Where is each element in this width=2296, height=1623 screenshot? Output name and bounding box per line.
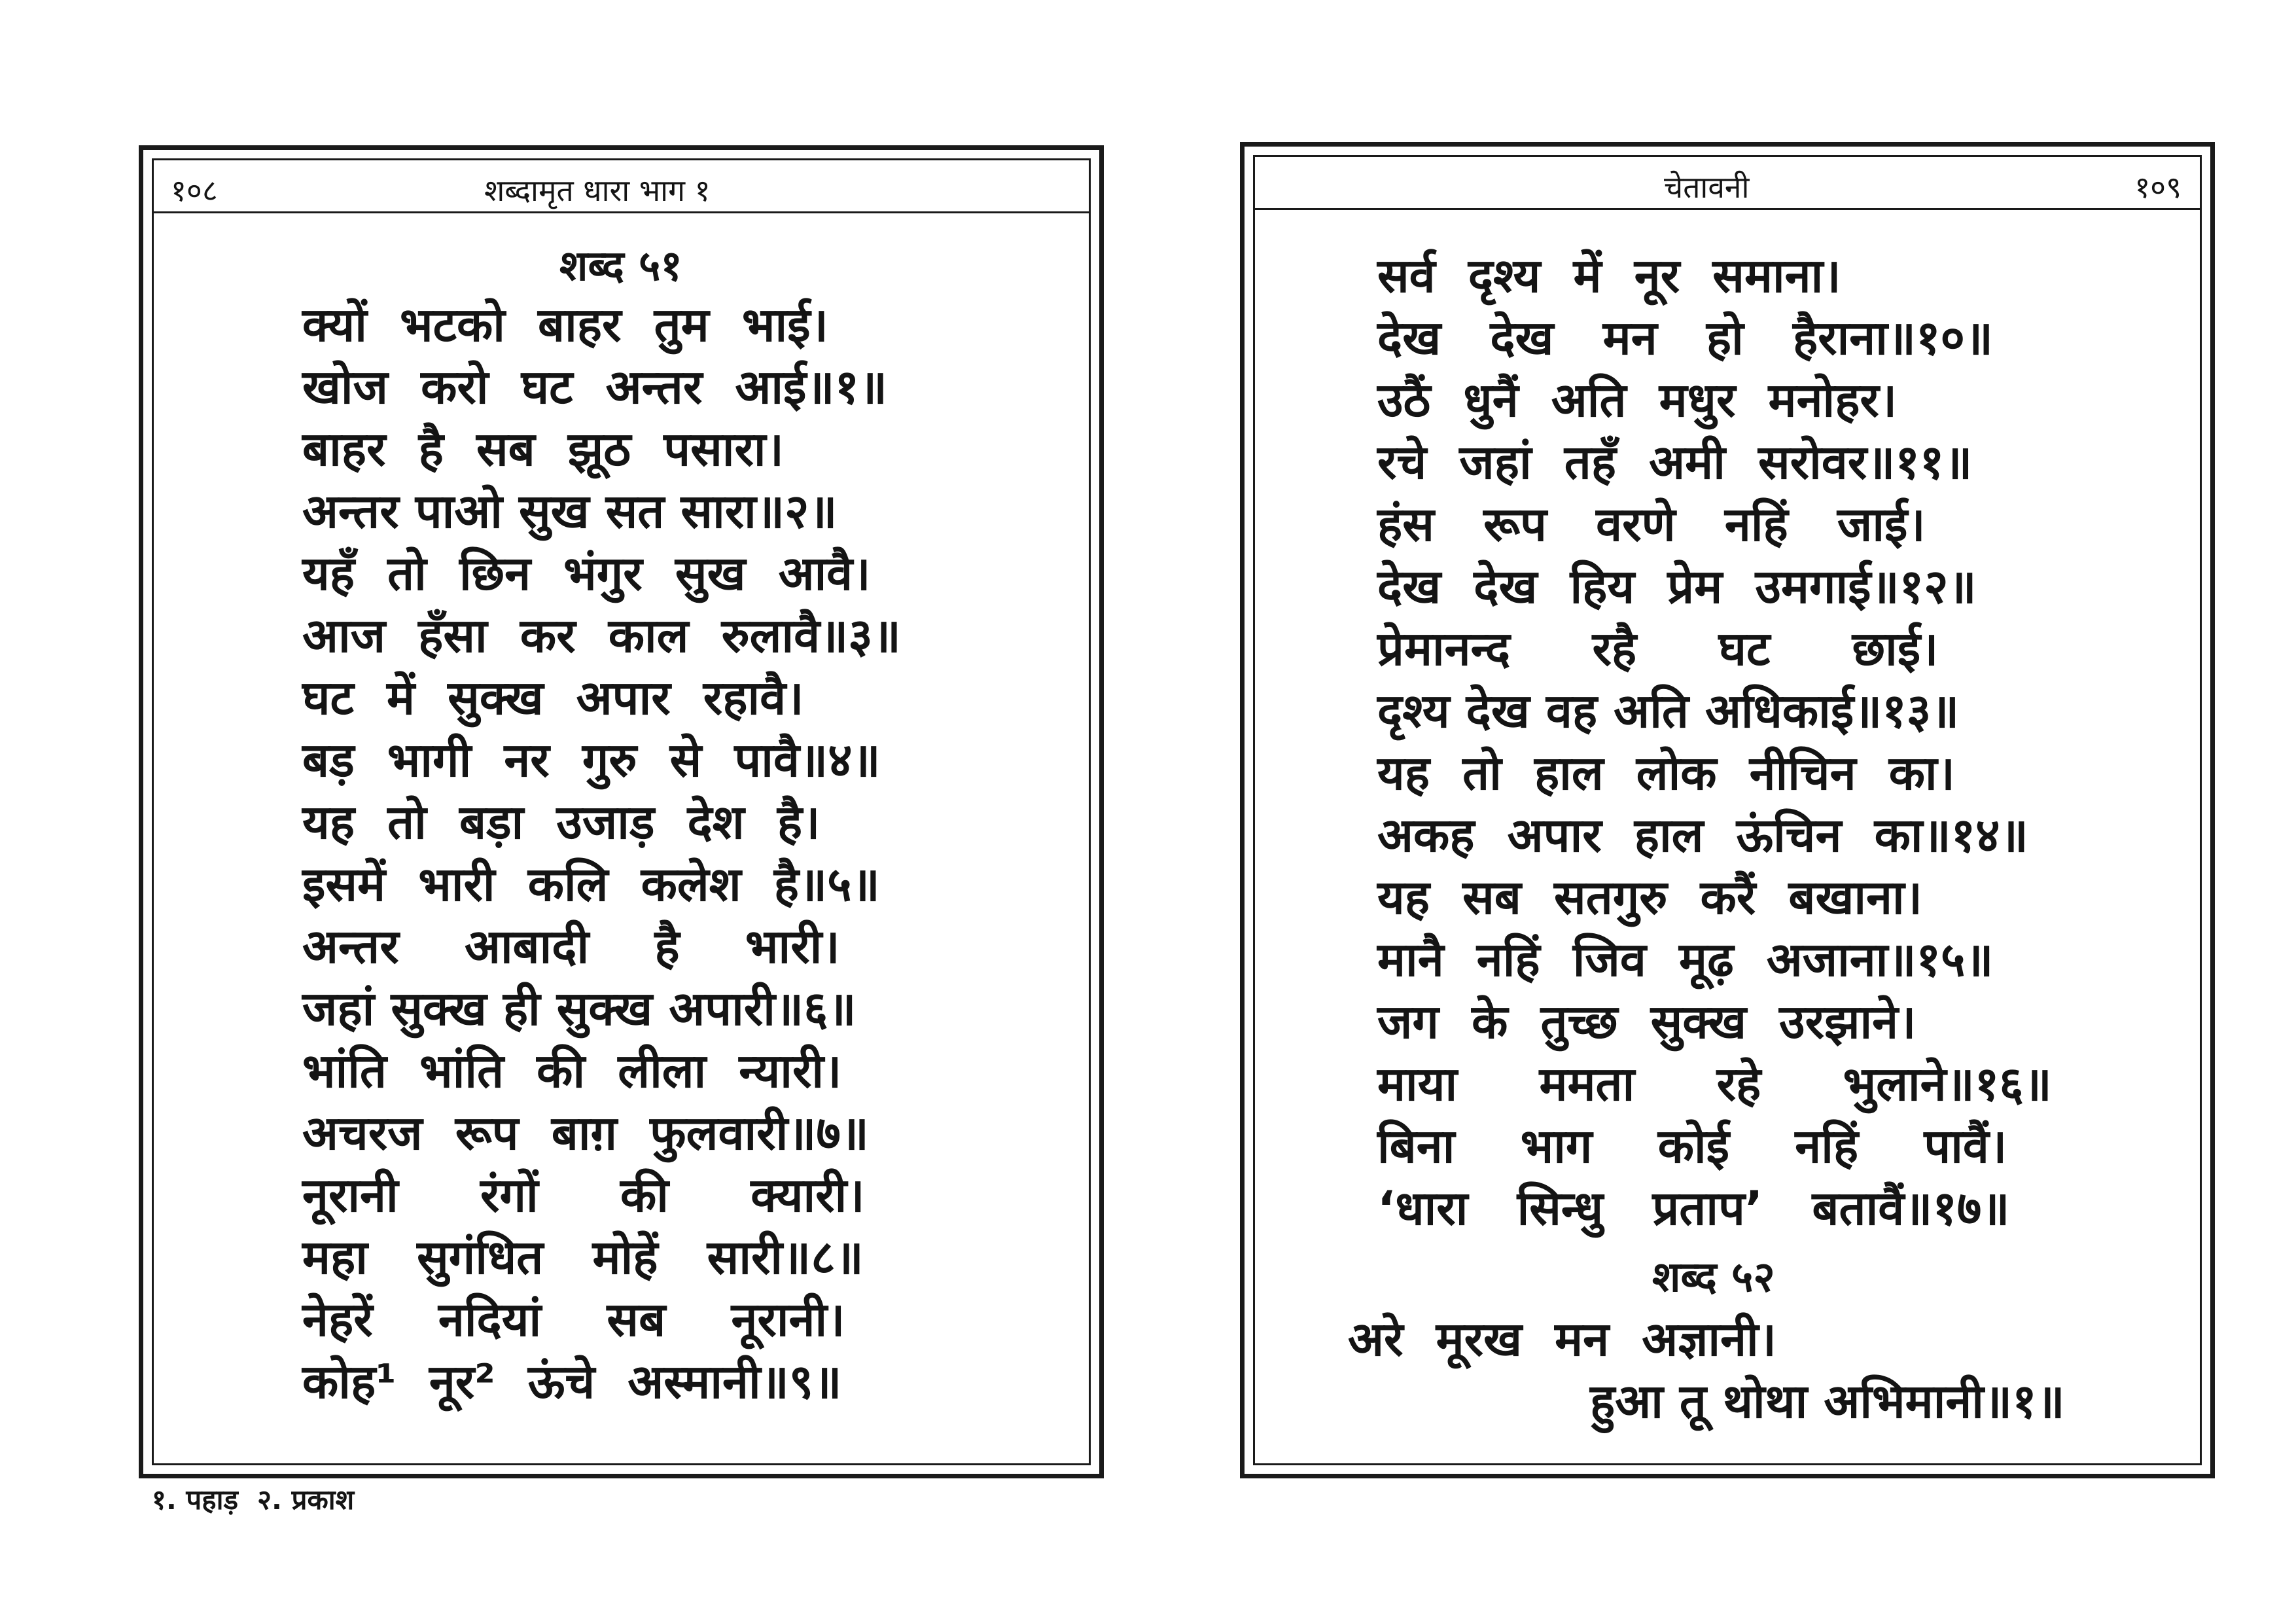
- left-verse-line: नेहरें नदियां सब नूरानी।: [302, 1292, 845, 1347]
- right-verse-line: प्रेमानन्द रहै घट छाई।: [1377, 621, 1939, 676]
- right-verse-line: यह तो हाल लोक नीचिन का।: [1377, 745, 1955, 800]
- left-page-number: १०८: [171, 173, 218, 208]
- left-verse-line: बाहर है सब झूठ पसारा।: [302, 421, 784, 476]
- right-verse-line: रचे जहां तहँ अमी सरोवर॥११॥: [1377, 435, 1973, 490]
- left-verse-line: अचरज रूप बाग़ फुलवारी॥७॥: [302, 1105, 869, 1160]
- left-verse-line: जहां सुक्ख ही सुक्ख अपारी॥६॥: [302, 981, 857, 1036]
- right-verse-line: दृश्य देख वह अति अधिकाई॥१३॥: [1377, 683, 1960, 738]
- right-next-verse-line: हुआ तू थोथा अभिमानी॥१॥: [1590, 1374, 2065, 1429]
- right-verse-line: माया ममता रहे भुलाने॥१६॥: [1377, 1056, 2052, 1111]
- left-verse-line: यह तो बड़ा उजाड़ देश है।: [302, 794, 821, 849]
- left-verse-line: घट में सुक्ख अपार रहावै।: [302, 670, 804, 725]
- right-verse-line: अकह अपार हाल ऊंचिन का॥१४॥: [1377, 808, 2028, 863]
- right-verse-line: उठैं धुनैं अति मधुर मनोहर।: [1377, 372, 1898, 427]
- left-verse-line: महा सुगंधित मोहें सारी॥८॥: [302, 1230, 864, 1285]
- left-verse-line: नूरानी रंगों की क्यारी।: [302, 1168, 865, 1222]
- left-verse-line: यहँ तो छिन भंगुर सुख आवै।: [302, 546, 871, 601]
- right-verse-line: हंस रूप वरणे नहिं जाई।: [1377, 497, 1926, 552]
- right-verse-line: ‘धारा सिन्धु प्रताप’ बतावैं॥१७॥: [1377, 1181, 2010, 1236]
- right-verse-line: देख देख मन हो हैराना॥१०॥: [1377, 310, 1994, 365]
- left-verse-line: इसमें भारी कलि कलेश है॥५॥: [302, 857, 880, 912]
- right-verse-line: मानै नहिं जिव मूढ़ अजाना॥१५॥: [1377, 932, 1994, 987]
- left-verse-line: कोह¹ नूर² ऊंचे अस्मानी॥९॥: [302, 1354, 842, 1409]
- right-shabd-title: शब्द ५२: [1652, 1253, 1775, 1302]
- left-verse-line: अन्तर आबादी है भारी।: [302, 919, 840, 974]
- right-verse-line: बिना भाग कोई नहिं पावैं।: [1377, 1118, 2007, 1173]
- left-verse-line: भांति भांति की लीला न्यारी।: [302, 1043, 842, 1098]
- right-verse-line: सर्व दृश्य में नूर समाना।: [1377, 248, 1841, 303]
- left-verse-line: आज हँसा कर काल रुलावै॥३॥: [302, 608, 901, 663]
- right-next-verse-line: अरे मूरख मन अज्ञानी।: [1348, 1311, 1776, 1366]
- left-verse-line: अन्तर पाओ सुख सत सारा॥२॥: [302, 484, 838, 539]
- left-page-header: [154, 160, 1089, 213]
- left-shabd-title: शब्द ५१: [559, 242, 682, 291]
- left-verse-line: क्यों भटको बाहर तुम भाई।: [302, 297, 828, 352]
- right-verse-line: जग के तुच्छ सुक्ख उरझाने।: [1377, 994, 1916, 1049]
- right-verse-line: यह सब सतगुरु करैं बखाना।: [1377, 870, 1922, 925]
- right-page-header-title: चेतावनी: [1664, 169, 1750, 205]
- right-page-number: १०९: [2134, 169, 2181, 205]
- left-verse-line: खोज करो घट अन्तर आई॥१॥: [302, 359, 888, 414]
- right-verse-line: देख देख हिय प्रेम उमगाई॥१२॥: [1377, 559, 1977, 614]
- left-footnote: १. पहाड़ २. प्रकाश: [152, 1484, 355, 1516]
- left-page-header-title: शब्दामृत धारा भाग १: [484, 173, 711, 208]
- right-page-header: [1255, 157, 2200, 210]
- left-verse-line: बड़ भागी नर गुरु से पावै॥४॥: [302, 732, 881, 787]
